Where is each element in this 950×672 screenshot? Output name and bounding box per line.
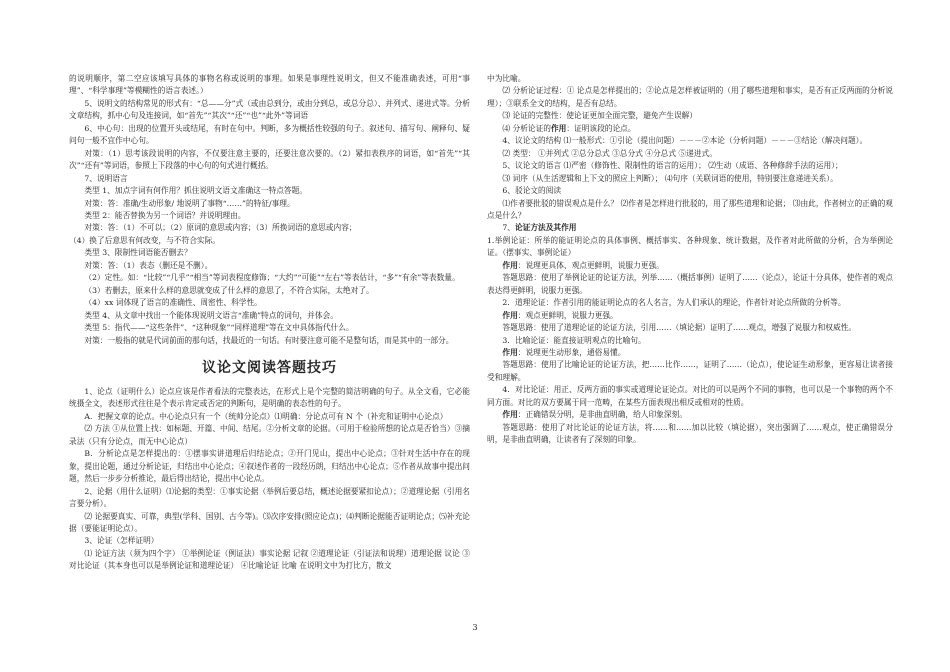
- bold-term: 作用: [502, 410, 518, 420]
- paragraph: （4）xx 词体现了语言的准确性、周密性、科学性。: [84, 298, 262, 308]
- paragraph: 类型 4、从文章中找出一个能体现说明文语言“准确”特点的词句，并体会。: [84, 310, 338, 320]
- paragraph: 作用：说理更生动形象，通俗易懂。: [502, 347, 626, 357]
- paragraph: 答题思路：使用了对比论证的论证方法，将……和……加以比较（填论据），突出强调了……观点，使正确错误分明，是非曲直明确，让读者有了深刻的印象。: [487, 422, 893, 445]
- paragraph: ⑶ 词序（从生活逻辑和上下文的照应上判断）； ⑷句序（关联词语的使用，特别要注意递进关系）。: [502, 173, 838, 183]
- paragraph: 中为比喻。: [487, 74, 526, 83]
- paragraph: ⑶ 论证的完整性：使论证更加全面完整，避免产生误解）: [502, 111, 698, 121]
- paragraph: B．分析论点是怎样提出的：①摆事实讲道理后归结论点；②开门见山，提出中心论点；③针对生活中存在的现象，提出论题，通过分析论证，归结出中心论点；④叙述作者的一段经历朗，归结出中心论点；⑤作者从故事中提出问题，然后一步步分析推论，最后得出结论，提出中心论点。: [69, 449, 470, 484]
- paragraph: 答题思路：使用了道理论证的论证方法，引用……（填论据）证明了……观点，增强了说服力和权威性。: [502, 323, 857, 333]
- paragraph: 作用：说理更具体、观点更鲜明，说服力更强。: [502, 260, 664, 270]
- paragraph: （2）定性。如：“比较”“几乎”“相当”等词表程度修饰；“大约”“可能”“左右”等表估计，“多”“有余”等表数量。: [84, 273, 460, 283]
- paragraph: 4、议论文的结构 ⑴一般形式：①引论（提出问题）－－－②本论（分析问题）－－－③结论（解决问题）。: [502, 136, 868, 146]
- paragraph: ⑴作者要批驳的错误观点是什么？ ⑵作者是怎样进行批驳的，用了那些道理和论据； ⑶由此，作者树立的正确的观点是什么？: [487, 198, 893, 220]
- argumentative-text-tips: [69, 386, 470, 573]
- paragraph: 答题思路：使用了举例论证的论证方法，列举……（概括事例）证明了……（论点），论证十分具体，使作者的观点表达得更鲜明，说服力更强。: [487, 273, 893, 295]
- left-column: [69, 73, 470, 573]
- paragraph: 作用：正确错误分明，是非曲直明确，给人印象深刻。: [502, 410, 687, 420]
- bold-term: 作用: [502, 260, 518, 270]
- paragraph: ⑵ 论据要真实、可靠，典型(学科、国别、古今等)。⑶次序安排(照应论点)；⑷判断论据能否证明论点；⑸补充论据（要能证明论点）。: [69, 511, 470, 533]
- expository-text-tips: [69, 73, 470, 347]
- paragraph: 1、论点（证明什么）论点应该是作者看法的完整表达，在形式上是个完整的简洁明确的句子。从全文看，它必能统摄全文，表述形式往往是个表示肯定或否定的判断句，是明确的表态性的句子。: [69, 386, 470, 409]
- paragraph: （4）换了后意思有何改变，与不符合实际。: [69, 235, 220, 245]
- paragraph: A．把握文章的论点。中心论点只有一个（统帅分论点）⑴明确：分论点可有 N 个（补充和证明中心论点）: [84, 411, 448, 421]
- bold-term: 论证方法及其作用: [514, 223, 577, 233]
- paragraph: 1.举例论证：所举的能证明论点的具体事例、概括事实、各种现象、统计数据，及作者对此所做的分析，合为举例论证。（摆事实、事例论证）: [487, 235, 893, 258]
- paragraph: 的说明顺序，第二空应该填写具体的事物名称或说明的事理。如果是事理性说明文，但又不能准确表述，可用“事理”、“科学事理”等模糊性的语言表述。）: [69, 74, 470, 96]
- bold-term: 作用: [502, 310, 518, 320]
- paragraph: 7、说明语言: [84, 173, 128, 183]
- paragraph: ⑵ 方法 ①从位置上找：如标题、开篇、中间、结尾。②分析文章的论据。（可用于检验所想的论点是否恰当）③摘录法（只有分论点，而无中心论点）: [69, 424, 470, 446]
- paragraph: 2．道理论证：作者引用的能证明论点的名人名言，为人们承认的理论，作者针对论点所做的分析等。: [502, 298, 846, 308]
- paragraph: 6、中心句：出现的位置开头或结尾，有时在句中。判断，多为概括性较强的句子。叙述句、描写句、阐释句、疑问句一般不宜作中心句。: [69, 123, 470, 146]
- paragraph: 答题思路：使用了比喻论证的论证方法，把……比作……，证明了……（论点），使论证生动形象，更容易让读者接受和理解。: [487, 360, 893, 382]
- paragraph: 作用：观点更鲜明，说服力更强。: [502, 310, 618, 320]
- paragraph: 5、议论文的语言 ⑴严密（修饰性、限制性的语言的运用）； ⑵生动（成语、各种修辞手法的运用）；: [502, 161, 843, 171]
- paragraph: 5、说明文的结构常见的形式有：“总——分”式（或由总到分，或由分到总，或总分总）、并列式、递进式等。分析文章结构，抓中心句及连接词，如“首先”“其次”“还”“也”“此外”等词语: [69, 98, 470, 121]
- paragraph: 对策：（1）思考该段说明的内容，不仅要注意主要的，还要注意次要的。（2）紧扣表秩序的词语，如“首先”“其次”“还有”等词语，参照上下段落的中心句的句式进行概括。: [69, 148, 470, 171]
- paragraph: 对策：答：（1）不可以；（2）原词的意思或内容；（3）所换词语的意思或内容；: [84, 223, 357, 233]
- paragraph: 2、论据（用什么证明）⑴论据的类型：①事实论据（举例后要总结，概述论据要紧扣论点）；②道理论据（引用名言要分析）。: [69, 486, 470, 509]
- paragraph: 对策：答：（1）表态（删还是不删）。: [84, 260, 213, 270]
- paragraph: ⑵ 类型： ①并列式 ②总分总式 ③总分式 ④分总式 ⑤递进式。: [502, 148, 717, 158]
- paragraph: 对策：答：准确/生动形象/ 地说明了事物“……”的特征/事理。: [84, 198, 295, 208]
- paragraph: 7、论证方法及其作用: [502, 223, 577, 233]
- bold-term: 作用: [550, 123, 567, 133]
- page-number: 3: [472, 623, 478, 632]
- paragraph: （3）若删去，原来什么样的意思就变成了什么样的意思了，不符合实际，太绝对了。: [84, 285, 374, 295]
- paragraph: 3、论证（怎样证明）: [84, 536, 159, 546]
- paragraph: ⑷ 分析论证的作用：证明该段的论点。: [502, 123, 636, 133]
- paragraph: ⑴ 论证方法（须为四个字） ①举例论证（例证法）事实论据 记叙 ②道理论证（引证法和说理）道理论据 议论 ③对比论证（其本身也可以是举例论证和道理论证） ④比喻论证 比喻 在说明文中为打比方，散文: [69, 548, 470, 571]
- paragraph: 3．比喻论证：能直接证明观点的比喻句。: [502, 335, 646, 345]
- paragraph: 类型 3、限制性词语能否删去？: [84, 248, 192, 258]
- paragraph: 类型 2：能否替换为另一个词语？并说明理由。: [84, 210, 246, 220]
- paragraph: 6、驳论文的阅读: [502, 186, 562, 196]
- paragraph: 类型 5：指代——“这些条件”、“这种现象”“同样道理”等在文中具体指代什么。: [84, 323, 354, 333]
- paragraph: 4．对比论证：用正、反两方面的事实或道理论证论点。对比的可以是两个不同的事物，也可以是一个事物的两个不同方面。对比的双方要属于同一范畴，在某些方面表现出相反或相对的性质。: [487, 385, 893, 407]
- paragraph: 类型 1、加点字词有何作用？抓住说明文语文准确这一特点答题。: [84, 186, 307, 196]
- paragraph: 对策：一般指的就是代词前面的那句话，找最近的一句话。有时要注意可能不是整句话，而是其中的一部分。: [84, 335, 454, 345]
- section-title: 议论文阅读答题技巧: [202, 359, 337, 376]
- right-column: [487, 73, 893, 447]
- argumentation-methods: [487, 73, 893, 447]
- paragraph: ⑵ 分析论证过程：① 论点是怎样提出的；②论点是怎样被证明的（用了哪些道理和事实，是否有正反两面的分析说理）；③联系全文的结构，是否有总结。: [487, 86, 893, 108]
- bold-term: 作用: [502, 347, 518, 357]
